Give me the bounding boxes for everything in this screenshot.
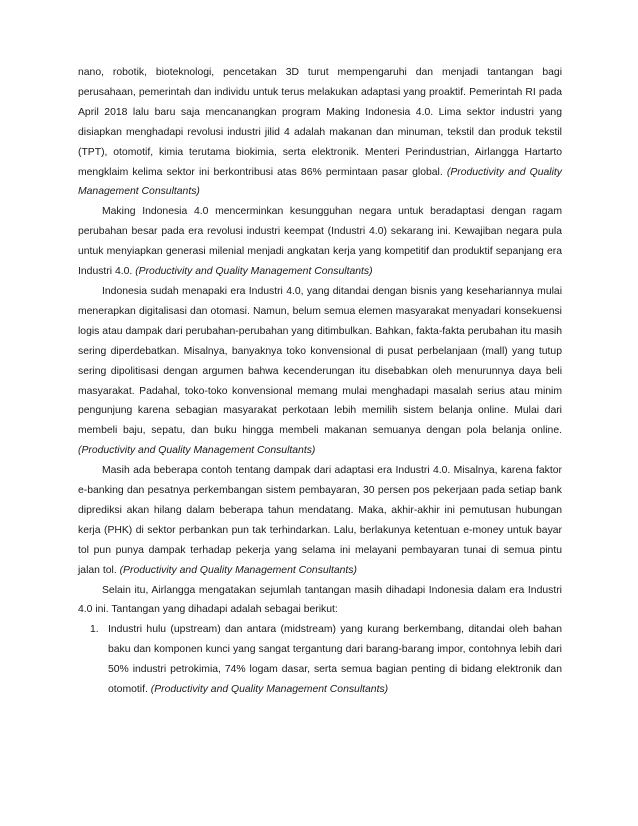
paragraph-text: Making Indonesia 4.0 mencerminkan kesungguhan negara untuk beradaptasi dengan ragam perubahan besar pada era revolusi industri keempat (Industri 4.0) sekarang ini. Kewajiban negara pula untuk menyiapkan generasi milenial menjadi angkatan kerja yang kompetitif dan produktif sepanjang era Industri 4.0.: [78, 206, 562, 278]
paragraph-3: [78, 282, 562, 461]
citation: (Productivity and Quality Management Consultants): [119, 564, 357, 576]
list-item-number: 1.: [90, 624, 99, 636]
citation: (Productivity and Quality Management Consultants): [78, 166, 562, 198]
paragraph-4: [78, 461, 562, 580]
paragraph-text: nano, robotik, bioteknologi, pencetakan 3D turut mempengaruhi dan menjadi tantangan bagi perusahaan, pemerintah dan individu untuk terus melakukan adaptasi yang proaktif. Pemerintah RI pada April 2018 lalu baru saja mencanangkan program Making Indonesia 4.0. Lima sektor industri yang disiapkan menghadapi revolusi industri jilid 4 adalah makanan dan minuman, tekstil dan produk tekstil (TPT), otomotif, kimia terutama biokimia, serta elektronik. Menteri Perindustrian, Airlangga Hartarto mengklaim kelima sektor ini berkontribusi atas 86% permintaan pasar global.: [78, 67, 562, 178]
list-item-text: Industri hulu (upstream) dan antara (midstream) yang kurang berkembang, ditandai oleh bahan baku dan komponen kunci yang sangat tergantung dari barang-barang impor, contohnya lebih dari 50% industri petrokimia, 74% logam dasar, serta semua bagian penting di bidang elektronik dan otomotif.: [108, 624, 562, 696]
paragraph-text: Selain itu, Airlangga mengatakan sejumlah tantangan masih dihadapi Indonesia dalam era Industri 4.0 ini. Tantangan yang dihadapi adalah sebagai berikut:: [78, 584, 562, 616]
citation: (Productivity and Quality Management Consultants): [135, 266, 373, 278]
citation: (Productivity and Quality Management Consultants): [150, 684, 389, 696]
paragraph-text: Masih ada beberapa contoh tentang dampak dari adaptasi era Industri 4.0. Misalnya, karena faktor e-banking dan pesatnya perkembangan sistem pembayaran, 30 persen pos pekerjaan pada setiap bank diprediksi akan hilang dalam beberapa tahun mendatang. Maka, akhir-akhir ini pemutusan hubungan kerja (PHK) di sektor perbankan pun tak terhindarkan. Lalu, berlakunya ketentuan e-money untuk bayar tol pun punya dampak terhadap pekerja yang selama ini melayani pembayaran tunai di semua pintu jalan tol.: [78, 465, 562, 576]
citation: (Productivity and Quality Management Consultants): [78, 445, 316, 457]
paragraph-text: Indonesia sudah menapaki era Industri 4.0, yang ditandai dengan bisnis yang kesehariannya mulai menerapkan digitalisasi dan otomasi. Namun, belum semua elemen masyarakat menyadari konsekuensi logis atau dampak dari perubahan-perubahan yang ditimbulkan. Bahkan, fakta-fakta perubahan itu masih sering diperdebatkan. Misalnya, banyaknya toko konvensional di pusat perbelanjaan (mall) yang tutup sering dipolitisasi dengan argumen bahwa kecenderungan itu disebabkan oleh menurunnya daya beli masyarakat. Padahal, toko-toko konvensional memang mulai menghadapi masalah serius atau minim pengunjung karena sebagian masyarakat perkotaan lebih memilih sistem belanja online. Mulai dari membeli baju, sepatu, dan buku hingga membeli makanan semuanya dengan pola belanja online.: [78, 285, 562, 437]
list-item: [78, 620, 562, 700]
paragraph-5: [78, 581, 562, 621]
paragraph-1: [78, 63, 562, 202]
challenge-list: [78, 620, 562, 700]
paragraph-2: [78, 202, 562, 282]
document-body: [78, 63, 562, 700]
